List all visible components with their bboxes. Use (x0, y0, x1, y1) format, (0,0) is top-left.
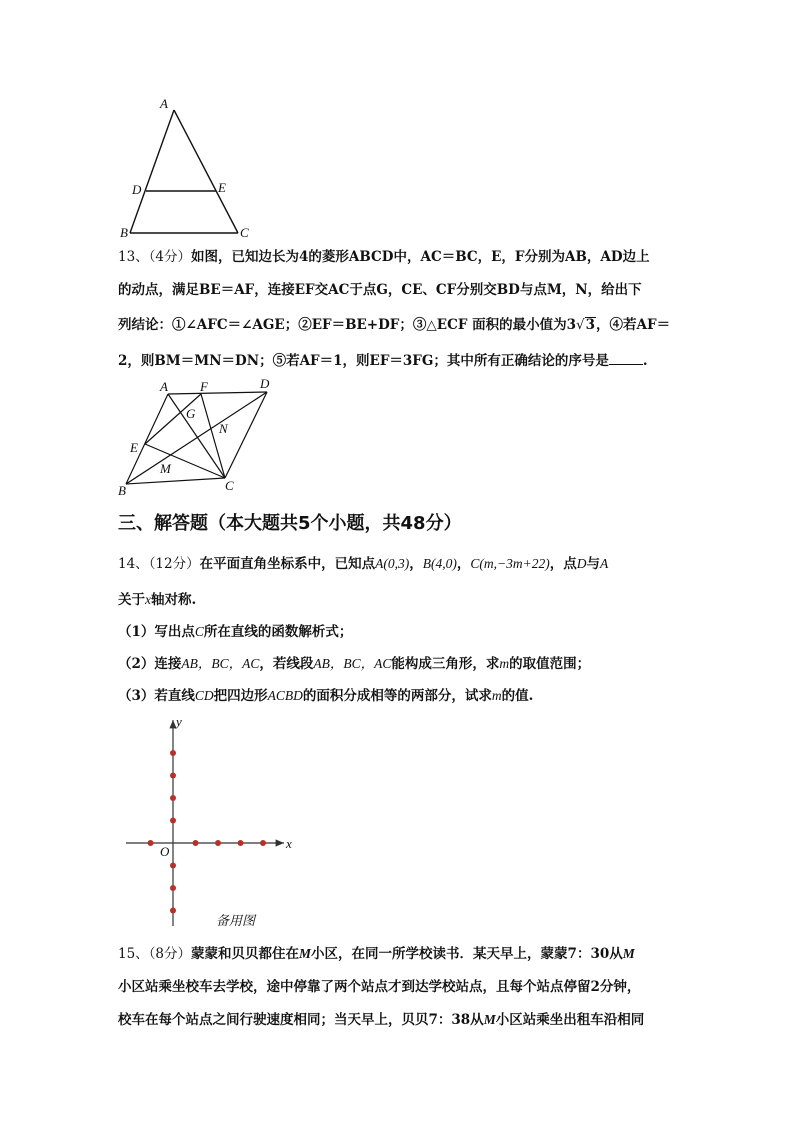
origin-label: O (160, 844, 170, 859)
label-d2: D (260, 376, 270, 391)
label-n: N (219, 421, 228, 436)
q13-text-4: 2，则BM＝MN＝DN；⑤若AF＝1，则EF＝3FG；其中所有正确结论的序号是 (118, 353, 609, 369)
q15-text-2: 小区站乘坐校车去学校，途中停靠了两个站点才到达学校站点，且每个站点停留2分钟， (118, 979, 641, 995)
spare-figure-caption: 备用图 (216, 913, 256, 928)
q13-line-2 (118, 280, 678, 300)
unit-dot (215, 840, 221, 846)
label-e: E (218, 180, 226, 195)
label-c2: C (225, 478, 234, 493)
q13-line-1 (118, 247, 678, 267)
label-a: A (160, 96, 168, 111)
side-ad (168, 392, 267, 394)
q13-text-1: 如图，已知边长为4的菱形ABCD中，AC＝BC，E，F分别为AB，AD边上 (191, 249, 650, 265)
sub2-b: ，若线段 (259, 656, 314, 672)
sub1-b: 所在直线的函数解析式； (203, 624, 353, 640)
q14-score: （12分） (148, 556, 200, 572)
unit-dot (170, 795, 176, 801)
sub-number: （1） (118, 624, 155, 640)
sub1-a: 写出点 (154, 624, 195, 640)
q15-text-1a: 蒙蒙和贝贝都住在 (191, 946, 300, 962)
sub3-a: 若直线 (154, 688, 195, 704)
side-ac (174, 110, 238, 233)
q14-number: 14、 (118, 556, 149, 572)
q14-line2-b: 轴对称. (151, 592, 197, 608)
unit-dot (148, 840, 154, 846)
point-a-ref: A (599, 556, 609, 571)
q14-sub-1 (118, 622, 678, 642)
y-axis-label: y (176, 714, 182, 729)
coordinate-axes (118, 714, 304, 936)
sub-number: （3） (118, 688, 155, 704)
var-m: m (499, 656, 510, 671)
sub-number: （2） (118, 656, 155, 672)
q14-sub-2 (118, 654, 678, 674)
var-c: C (194, 624, 204, 639)
x-axis-label: x (286, 836, 292, 851)
var-m: M (622, 946, 635, 961)
line-cd: CD (194, 688, 214, 703)
unit-dot (260, 840, 266, 846)
q14-intro-b: ，点 (549, 556, 577, 572)
sub3-b: 把四边形 (213, 688, 268, 704)
segments: AB，BC，AC (313, 656, 392, 671)
triangle-figure (112, 96, 262, 244)
unit-dot (193, 840, 199, 846)
unit-dot (170, 818, 176, 824)
label-c: C (240, 225, 249, 240)
q14-sub-3 (118, 686, 678, 706)
sub3-d: 的值. (501, 688, 534, 704)
q15-text-3b: 小区站乘坐出租车沿相同 (495, 1012, 645, 1028)
sub2-c: 能构成三角形，求 (391, 656, 500, 672)
label-g: G (186, 406, 196, 421)
label-d: D (132, 182, 142, 197)
q15-line-1 (118, 944, 678, 964)
q15-number: 15、 (118, 946, 149, 962)
q13-line-4 (118, 350, 678, 371)
q13-number: 13、 (118, 249, 149, 265)
unit-dot (170, 773, 176, 779)
quad-acbd: ACBD (267, 688, 303, 703)
q13-line-3 (118, 315, 678, 335)
label-f: F (200, 379, 208, 394)
unit-dot (238, 840, 244, 846)
q14-line-2 (118, 590, 678, 610)
label-b: B (120, 225, 128, 240)
label-a2: A (160, 379, 168, 394)
var-m: M (299, 946, 312, 961)
sqrt-radicand: 3 (585, 317, 596, 333)
q13-score: （4分） (148, 249, 192, 265)
q13-text-3b: ，④若AF＝ (596, 317, 671, 333)
q14-line-1 (118, 554, 678, 574)
sub2-d: 的取值范围； (509, 656, 591, 672)
unit-dot (170, 750, 176, 756)
label-b2: B (118, 483, 126, 498)
q15-line-2 (118, 977, 678, 997)
q14-line2-a: 关于 (118, 592, 145, 608)
side-cd (225, 392, 267, 478)
q13-text-3a: 列结论：①∠AFC＝∠AGE；②EF＝BE+DF；③△ECF 面积的最小值为3 (118, 317, 576, 333)
label-e2: E (130, 440, 138, 455)
answer-blank[interactable] (609, 350, 643, 365)
rhombus-figure (112, 374, 284, 500)
sep: ， (409, 556, 423, 572)
sub2-a: 连接 (154, 656, 182, 672)
q13-text-2: 的动点，满足BE＝AF，连接EF交AC于点G，CE、CF分别交BD与点M，N，给出下 (118, 282, 642, 298)
side-bc2 (126, 478, 225, 484)
point-c: C(m,−3m+22) (470, 556, 550, 571)
segments: AB，BC，AC (181, 656, 260, 671)
point-d: D (576, 556, 587, 571)
section-heading: 三、解答题（本大题共5个小题，共48分） (118, 513, 462, 534)
q14-intro-a: 在平面直角坐标系中，已知点 (199, 556, 376, 572)
point-a: A(0,3) (375, 556, 410, 571)
var-m: m (491, 688, 502, 703)
segment-cf (201, 394, 225, 478)
side-ab (130, 110, 174, 233)
sqrt-sign: √ (576, 317, 585, 333)
q15-text-1b: 小区，在同一所学校读书．某天早上，蒙蒙7：30从 (311, 946, 623, 962)
q15-text-3a: 校车在每个站点之间行驶速度相同；当天早上，贝贝7：38从 (118, 1012, 484, 1028)
q13-text-4-end: . (642, 353, 648, 369)
unit-dot (170, 908, 176, 914)
sub3-c: 的面积分成相等的两部分，试求 (302, 688, 492, 704)
q14-intro-c: 与 (586, 556, 600, 572)
var-m: M (483, 1012, 496, 1027)
point-b: B(4,0) (422, 556, 457, 571)
var-x: x (145, 592, 151, 607)
unit-dot (170, 885, 176, 891)
sep: ， (456, 556, 471, 572)
q15-score: （8分） (148, 946, 192, 962)
unit-dot (170, 863, 176, 869)
q15-line-3 (118, 1010, 678, 1030)
label-m: M (160, 461, 171, 476)
